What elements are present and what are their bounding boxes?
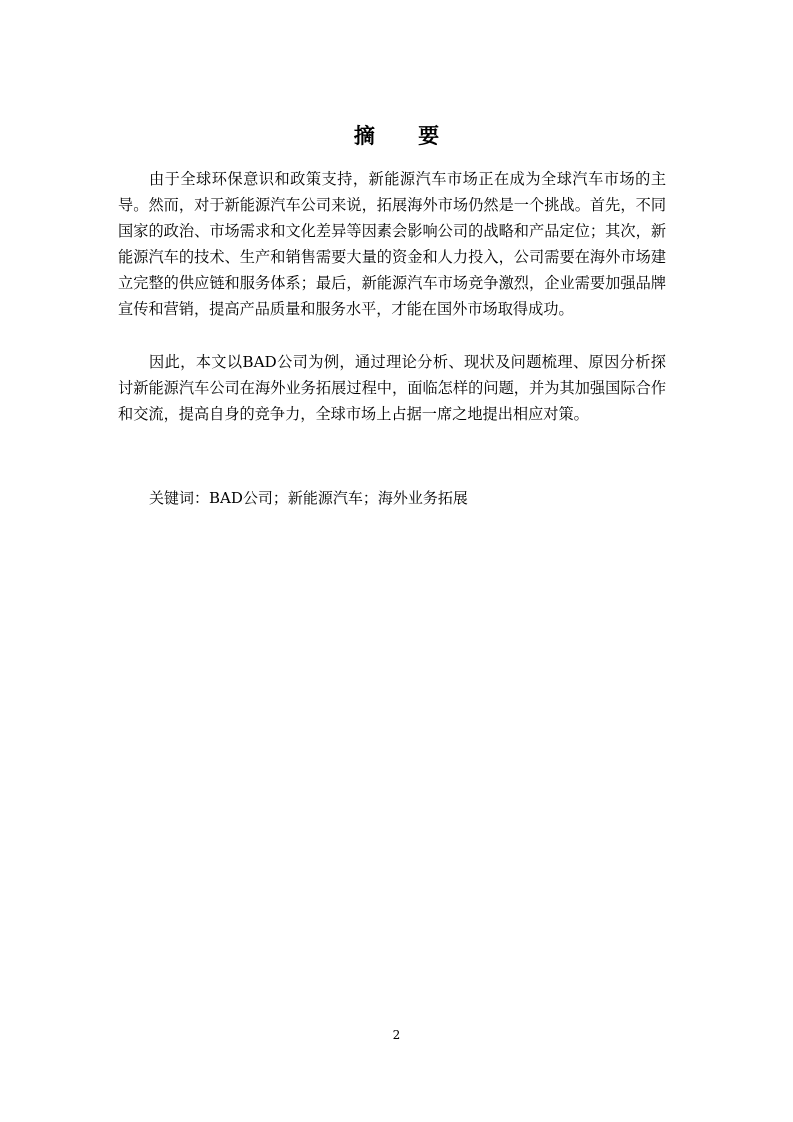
abstract-title: 摘 要 [353, 123, 458, 148]
page-number: 2 [392, 1028, 401, 1042]
keywords-line: 关键词：BAD公司；新能源汽车；海外业务拓展 [149, 489, 468, 507]
abstract-paragraph-1: 由于全球环保意识和政策支持，新能源汽车市场正在成为全球汽车市场的主导。然而，对于新能源汽车公司来说，拓展海外市场仍然是一个挑战。首先，不同国家的政治、市场需求和文化差异等因素会影响公司的战略和产品定位；其次，新能源汽车的技术、生产和销售需要大量的资金和人力投入，公司需要在海外市场建立完整的供应链和服务体系；最后，新能源汽车市场竞争激烈，企业需要加强品牌宣传和营销，提高产品质量和服务水平，才能在国外市场取得成功。 [118, 170, 666, 318]
abstract-paragraph-2: 因此，本文以BAD公司为例，通过理论分析、现状及问题梳理、原因分析探讨新能源汽车公司在海外业务拓展过程中，面临怎样的问题，并为其加强国际合作和交流，提高自身的竞争力，全球市场上占据一席之地提出相应对策。 [118, 353, 666, 423]
